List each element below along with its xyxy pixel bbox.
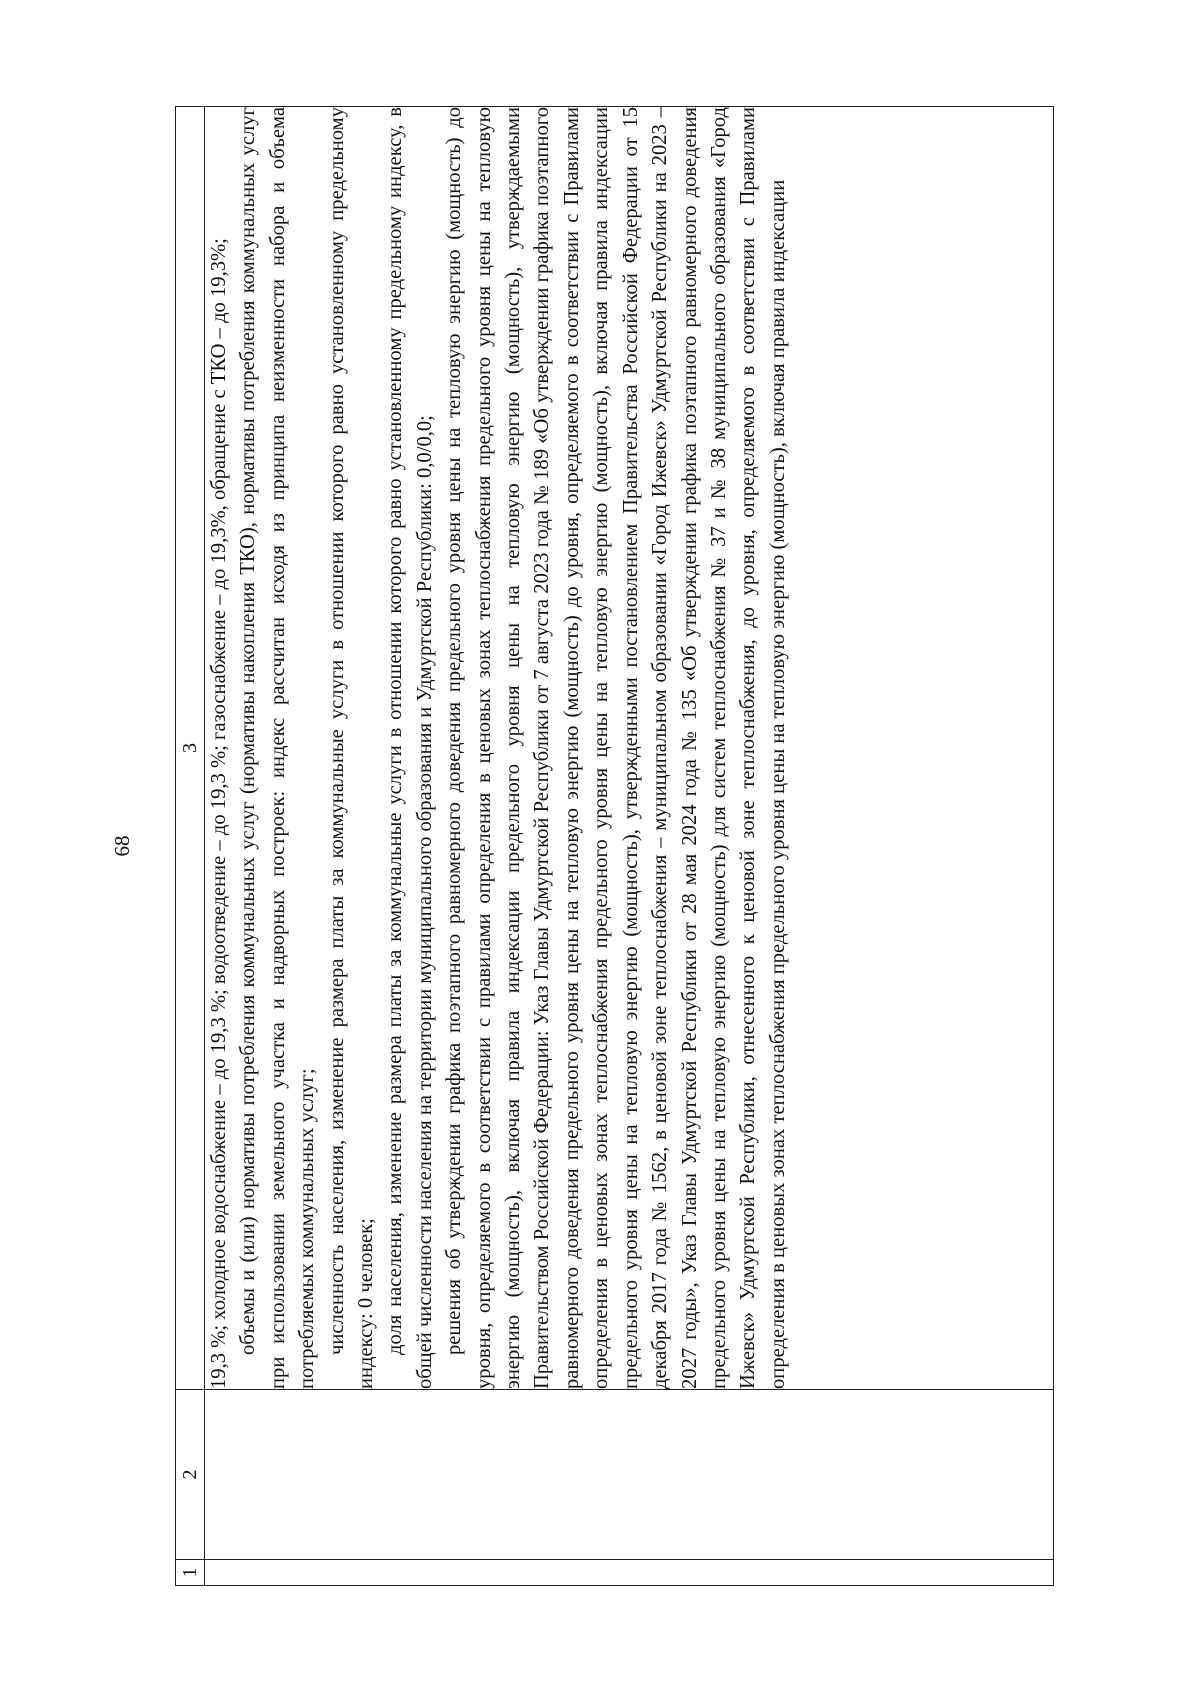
page-number: 68 xyxy=(110,835,134,857)
paragraph: 19,3 %; холодное водоснабжение – до 19,3 %; водоотведение – до 19,3 %; газоснабжение – до 19,3%, обращение с ТКО – до 19,3%; xyxy=(208,238,230,1389)
column-header-1: 1 xyxy=(176,1560,205,1586)
cell-col-3 xyxy=(205,107,1054,1390)
table-header-row xyxy=(176,107,205,1586)
paragraph: объемы и (или) нормативы потребления коммунальных услуг (нормативы накопления ТКО), нормативы потребления коммунальных услуг при использовании земельного участка и надворных построек: индекс рассчитан исходя из принципа неизменности набора и объема потребляемых коммунальных услуг; xyxy=(237,107,319,1389)
cell-col-2 xyxy=(205,1390,1054,1560)
rotated-page xyxy=(110,106,1055,1586)
document-table xyxy=(175,106,1054,1586)
paragraph: численность населения, изменение размера платы за коммунальные услуги в отношении которого равно установленному предельному индексу: 0 человек; xyxy=(325,107,378,1389)
cell-col-1 xyxy=(205,1560,1054,1586)
table-row xyxy=(205,107,1054,1586)
column-header-2: 2 xyxy=(176,1390,205,1560)
paragraph: доля населения, изменение размера платы за коммунальные услуги в отношении которого равно установленному предельному индексу, в общей численности населения на территории муниципального образования и Удмуртской Республики: 0,0/0,0; xyxy=(384,107,436,1389)
column-header-3: 3 xyxy=(176,107,205,1390)
paragraph: решения об утверждении графика поэтапного равномерного доведения предельного уровня цены на тепловую энергию (мощность) до уровня, определяемого в соответствии с правилами определения в ценовых зонах теплоснабжения предельного уровня цены на тепловую энергию (мощность), включая правила индексации предельного уровня цены на тепловую энергию (мощность), утверждаемыми Правительством Российской Федерации: Указ Главы Удмуртской Республики от 7 августа 2023 года № 189 «Об утверждении графика поэтапного равномерного доведения предельного уровня цены на тепловую энергию (мощность) до уровня, определяемого в соответствии с Правилами определения в ценовых зонах теплоснабжения предельного уровня цены на тепловую энергию (мощность), включая правила индексации предельного уровня цены на тепловую энергию (мощность), утвержденными постановлением Правительства Российской Федерации от 15 декабря 2017 года № 1562, в ценовой зоне теплоснабжения – муниципальном образовании «Город Ижевск» Удмуртской Республики на 2023 – 2027 годы», Указ Главы Удмуртской Республики от 28 мая 2024 года № 135 «Об утверждении графика поэтапного равномерного доведения предельного уровня цены на тепловую энергию (мощность) для систем теплоснабжения № 37 и № 38 муниципального образования «Город Ижевск» Удмуртской Республики, отнесенного к ценовой зоне теплоснабжения, до уровня, определяемого в соответствии с Правилами определения в ценовых зонах теплоснабжения предельного уровня цены на тепловую энергию (мощность), включая правила индексации xyxy=(443,107,789,1389)
